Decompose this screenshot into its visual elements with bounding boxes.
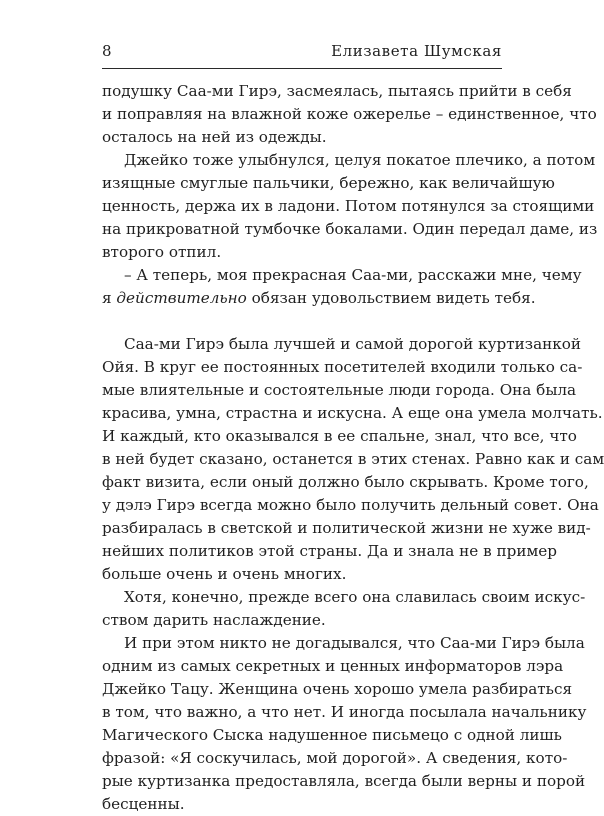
text-line: мые влиятельные и состоятельные люди города. Она была xyxy=(102,381,577,399)
text-line: И при этом никто не догадывался, что Саа-ми Гирэ была xyxy=(124,634,585,652)
text-line: изящные смуглые пальчики, бережно, как величайшую xyxy=(102,174,555,192)
page-header xyxy=(102,42,502,69)
text-line: больше очень и очень многих. xyxy=(102,565,347,583)
paragraph-5 xyxy=(102,586,586,632)
paragraph-2 xyxy=(102,149,598,264)
text-line: фразой: «Я соскучилась, мой дорогой». А сведения, кото- xyxy=(102,749,568,767)
text-line: и поправляя на влажной коже ожерелье – единственное, что xyxy=(102,105,597,123)
text-line: второго отпил. xyxy=(102,243,222,261)
text-line: рые куртизанка предоставляла, всегда были верны и порой xyxy=(102,772,586,790)
paragraph-6 xyxy=(102,632,587,816)
text-line: одним из самых секретных и ценных информаторов лэра xyxy=(102,657,564,675)
text-line: И каждый, кто оказывался в ее спальне, знал, что все, что xyxy=(102,427,577,445)
section-break xyxy=(102,310,502,333)
text-line: Джейко тоже улыбнулся, целуя покатое плечико, а потом xyxy=(124,151,596,169)
text-line: ством дарить наслаждение. xyxy=(102,611,326,629)
text-fragment: я xyxy=(102,289,117,307)
text-line: нейших политиков этой страны. Да и знала не в пример xyxy=(102,542,557,560)
text-line: осталось на ней из одежды. xyxy=(102,128,327,146)
running-head-author: Елизавета Шумская xyxy=(331,42,502,60)
text-line: подушку Саа-ми Гирэ, засмеялась, пытаясь прийти в себя xyxy=(102,82,572,100)
paragraph-3-dialogue xyxy=(102,264,582,310)
text-line: красива, умна, страстна и искусна. А еще она умела молчать. xyxy=(102,404,603,422)
text-line: разбиралась в светской и политической жизни не хуже вид- xyxy=(102,519,591,537)
text-line: Саа-ми Гирэ была лучшей и самой дорогой куртизанкой xyxy=(124,335,582,353)
text-line: на прикроватной тумбочке бокалами. Один передал даме, из xyxy=(102,220,598,238)
text-line: – А теперь, моя прекрасная Саа-ми, расскажи мне, чему xyxy=(124,266,582,284)
text-line: в ней будет сказано, останется в этих стенах. Равно как и сам xyxy=(102,450,604,468)
emphasis-text: действительно xyxy=(116,289,247,307)
text-line: бесценны. xyxy=(102,795,185,813)
text-line: Джейко Тацу. Женщина очень хорошо умела разбираться xyxy=(102,680,573,698)
paragraph-1 xyxy=(102,80,597,149)
text-line: Хотя, конечно, прежде всего она славилась своим искус- xyxy=(124,588,586,606)
text-line: у дэлэ Гирэ всегда можно было получить дельный совет. Она xyxy=(102,496,599,514)
body-text xyxy=(102,80,604,816)
text-line: Ойя. В круг ее постоянных посетителей входили только са- xyxy=(102,358,583,376)
text-line: факт визита, если оный должно было скрывать. Кроме того, xyxy=(102,473,589,491)
page-number: 8 xyxy=(102,42,113,60)
text-line: в том, что важно, а что нет. И иногда посылала начальнику xyxy=(102,703,587,721)
text-line: ценность, держа их в ладони. Потом потянулся за стоящими xyxy=(102,197,595,215)
text-fragment: обязан удовольствием видеть тебя. xyxy=(246,289,536,307)
paragraph-4 xyxy=(102,333,604,586)
text-line xyxy=(102,287,536,310)
text-line: Магического Сыска надушенное письмецо с одной лишь xyxy=(102,726,562,744)
